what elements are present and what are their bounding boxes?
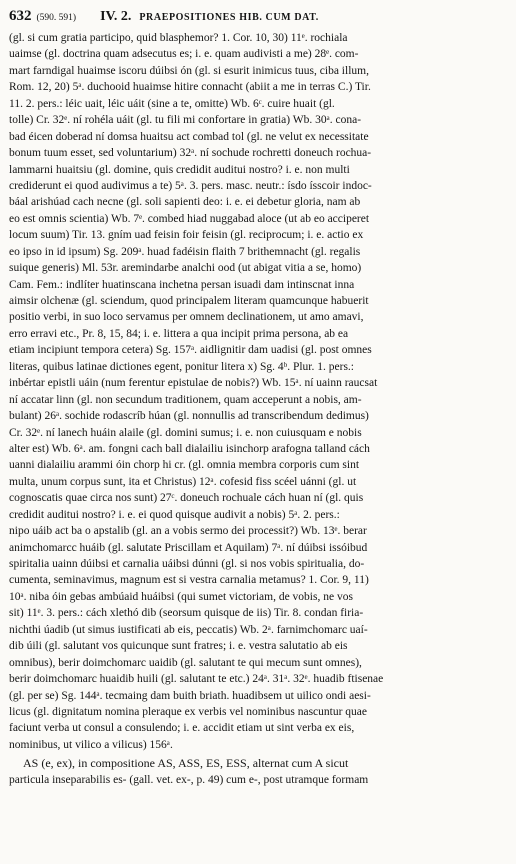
text-line: tolle) Cr. 32ᵉ. ní rohéla uáit (gl. tu fili mi confortare in gratia) Wb. 30ᵃ. cona- [9,114,362,127]
text-line: alter est) Wb. 6ᵃ. am. fongni cach ball dialailiu isinchorp arafogna talland cách [9,442,370,455]
text-line: Cr. 32ᵉ. ní lanech huáin alaile (gl. domini sumus; i. e. non cuiusquam e nobis [9,426,362,439]
text-line: etiam incipiunt tempora cetera) Sg. 157ᵃ. aidlignitir dam uadisi (gl. post omnes [9,344,372,357]
text-line: bad éicen doberad ní domsa huaitsu act combad tol (gl. ne velut ex necessitate [9,130,369,143]
text-line: faciunt verba ut consul a consulendo; i. e. accidit etiam ut sint verba ex eis, [9,722,355,735]
text-line: cognoscatis quae circa nos sunt) 27ᶜ. doneuch rochuale cách huan ní (gl. quis [9,492,364,505]
text-line: berir doimchomarc huaidib huili (gl. salutant te etc.) 24ᵃ. 31ᵃ. 32ᵉ. huadib ftisenae [9,673,384,686]
text-line: nipo uáib act ba o apstalib (gl. an a vobis sermo dei processit?) Wb. 13ᵉ. berar [9,525,367,538]
text-line: suique generis) Ml. 53r. aremindarbe analchi ood (ut abigat vitia a se, homo) [9,262,362,275]
text-line: 10ᵃ. niba óin gebas ambúaid huáibsi (qui sumet victoriam, de vobis, ne vos [9,590,353,603]
text-line: 11. 2. pers.: léic uait, léic uáit (sine a te, omitte) Wb. 6ᶜ. cuire huait (gl. [9,97,335,110]
text-line: animchomarcc huáib (gl. salutate Priscillam et Aquilam) 7ᵃ. ní dúibsi issóibud [9,541,368,554]
text-line: positio verbi, in suo loco servamus per omnem declinationem, ut amo amavi, [9,311,364,324]
text-line: literas, quibus latinae dictiones egent, ponitur litera x) Sg. 4ᵇ. Plur. 1. pers.: [9,360,354,373]
text-line: cumenta, seminavimus, magnum est si vestra carnalia metamus? 1. Cor. 9, 11) [9,574,369,587]
running-head [9,8,508,30]
column-numbers: (590. 591) [36,13,77,23]
text-line: locum suum) Tir. 13. gním uad feisin foir feisin (gl. reciprocum; i. e. actio ex [9,229,364,242]
text-line: (gl. si cum gratia participo, quid blasphemor? 1. Cor. 10, 30) 11ᵉ. rochiala [9,32,348,44]
text-line: eo ipso in id ipsum) Sg. 209ᵃ. huad fadéisin flaith 7 brithemnacht (gl. regalis [9,245,361,258]
text-line: uanni dialailiu arammi óin chorp hi cr. (gl. omnia membra corporis cum sint [9,459,360,472]
text-line: credidit auditui nostro? i. e. ei quod quisque audivit a nobis) 5ᵃ. 2. pers.: [9,508,340,521]
text-line: multa, unum corpus sunt, ita et Christus) 12ᵃ. cofesid fiss scéel uánni (gl. ut [9,475,357,488]
page-number: 632 [9,8,32,24]
text-line: (gl. per se) Sg. 144ᵃ. tecmaing dam buith briath. huadibsem ut uilico ondi aesi- [9,689,371,702]
text-line: dib úili (gl. salutant vos quicunque sunt fratres; i. e. vestra salutatio ab eis [9,640,348,653]
text-line: báal arishúad cach necne (gl. soli sapienti deo: i. e. ei debetur gloria, nam ab [9,196,361,209]
body-text [9,30,508,788]
text-line: eo est omnis scientia) Wb. 7ᵉ. combed hiad nuggabad aloce (ut ab eo acciperet [9,212,370,225]
text-line: spiritalia uainn dúibsi et carnalia uáibsi dúnni (gl. si nos vobis spiritualia, do- [9,558,365,570]
text-line: erro erravi etc., Pr. 8, 15, 84; i. e. littera a qua incipit prima persona, ab ea [9,327,349,340]
text-line: nominibus, ut vilico a vilicus) 156ᵃ. [9,738,173,751]
text-line: aimsir olchenæ (gl. sciendum, quod principalem literam quamcunque habuerit [9,295,369,307]
text-line: omnibus), berir doimchomarc uaidib (gl. salutant te qui mecum sunt omnes), [9,656,362,669]
text-line: particula inseparabilis es- (gall. vet. ex-, p. 49) cum e-, post utramque formam [9,773,369,786]
text-line: Cam. Fem.: indlíter huatinscana inchetna persan isuadi dam intinscnat inna [9,278,355,291]
paragraph-first-line: AS (e, ex), in compositione AS, ASS, ES, ESS, alternat cum A sicut [23,756,349,771]
running-title: PRAEPOSITIONES HIB. CUM DAT. [139,12,319,23]
text-line: crediderunt ei quod audivimus a te) 5ᵃ. 3. pers. masc. neutr.: ísdo ísscoir indoc- [9,179,372,192]
text-line: bulant) 26ᵃ. sochide rodascríb húan (gl. nonnullis ad transcribendum dedimus) [9,410,369,423]
text-line: lammarni huaitsiu (gl. domine, quis credidit auditui nostro? i. e. non multi [9,163,350,176]
text-line: nichthi úadib (ut simus iustificati ab eis, peccatis) Wb. 2ᵃ. farnimchomarc uaí- [9,623,368,636]
text-line: mart farndigal huaimse iscoru dúibsi ón (gl. si esurit inimicus tuus, ciba illum, [9,64,369,77]
text-line: sit) 11ᵉ. 3. pers.: cách xlethó dib (seorsum quisque de iis) Tir. 8. condan firia- [9,607,364,620]
text-line: inbértar epistli uáin (num ferentur epistulae de nobis?) Wb. 15ᵃ. ní uainn raucsat [9,377,378,390]
section-number: IV. 2. [100,9,132,24]
text-line: bonum tuum esset, sed voluntarium) 32ᵃ. ní sochude rochretti doneuch rochua- [9,147,372,160]
text-line: Rom. 12, 20) 5ᵃ. duchooid huaimse hitire connacht (abiit a me in terras C.) Tir. [9,81,371,94]
text-line: uaimse (gl. doctrina quam adsecutus es; i. e. quam audivisti a me) 28ᵉ. com- [9,48,359,61]
text-line: ní accatar linn (gl. non secundum traditionem, quam acceperunt a nobis, am- [9,393,362,406]
text-line: licus (gl. dignitatum nomina pleraque ex verbis vel nominibus nascuntur quae [9,705,368,718]
